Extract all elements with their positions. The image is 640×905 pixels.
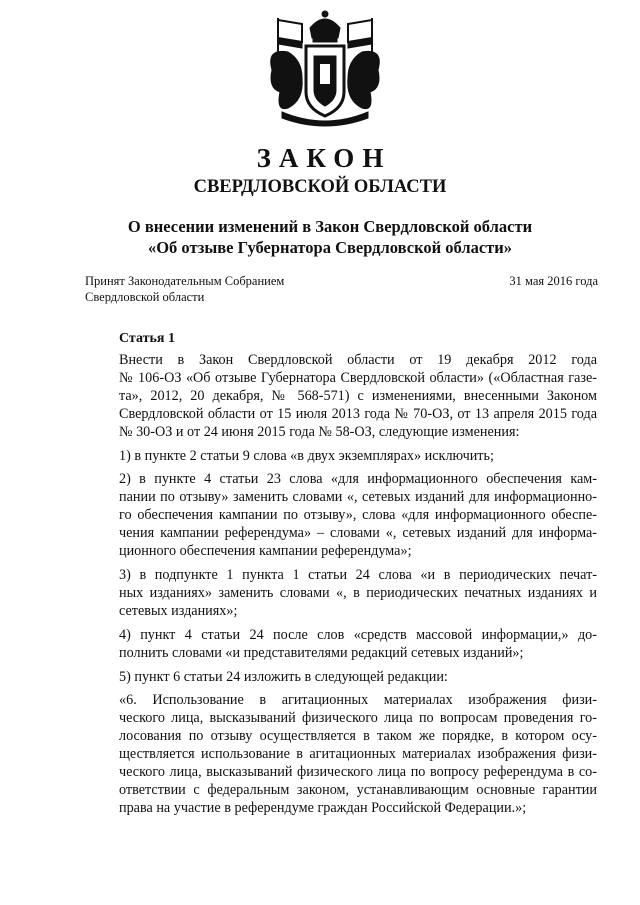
article-paragraph <box>84 669 597 687</box>
article-paragraph <box>84 567 597 621</box>
paragraph-line: ных изданиях» заменить словами «, в периодических печатных изданиях и <box>119 584 597 601</box>
paragraph-line: ционного обеспечения кампании референдума»; <box>119 543 412 560</box>
law-title <box>80 216 580 258</box>
article-paragraph <box>84 352 597 442</box>
paragraph-line: права на участие в референдуме граждан Российской Федерации.»; <box>119 799 527 816</box>
adoption-line: Принят Законодательным Собранием <box>85 274 285 288</box>
coat-of-arms-icon <box>258 8 392 128</box>
adoption-date: 31 мая 2016 года <box>509 274 598 288</box>
article-paragraph <box>84 627 597 663</box>
paragraph-line: ческого лица, высказываний физического лица по вопросам проведения го- <box>119 710 597 727</box>
article-paragraph <box>84 692 597 817</box>
paragraph-line: Внести в Закон Свердловской области от 19 декабря 2012 года <box>119 352 597 368</box>
paragraph-line: «6. Использование в агитационных материалах изображения физи- <box>119 692 597 709</box>
paragraph-line: чения кампании референдума» – словами «, сетевых изданий для информа- <box>119 525 597 542</box>
law-title-line: «Об отзыве Губернатора Свердловской области» <box>147 238 513 257</box>
paragraph-line: Свердловской области от 15 июля 2013 года № 70-ОЗ, от 13 апреля 2015 года <box>119 405 597 422</box>
region-heading: СВЕРДЛОВСКОЙ ОБЛАСТИ <box>193 177 447 197</box>
law-title-line: О внесении изменений в Закон Свердловской области <box>127 217 533 236</box>
paragraph-line: 5) пункт 6 статьи 24 изложить в следующей редакции: <box>119 668 448 685</box>
article-paragraph <box>84 448 597 466</box>
paragraph-line: № 106-ОЗ «Об отзыве Губернатора Свердловской области» («Областная газе- <box>119 369 597 386</box>
paragraph-line: 1) в пункте 2 статьи 9 слова «в двух экземплярах» исключить; <box>119 447 494 464</box>
paragraph-line: 2) в пункте 4 статьи 23 слова «для информационного обеспечения кам- <box>119 471 597 488</box>
paragraph-line: ществляется использование в агитационных материалах изображения физи- <box>119 746 597 763</box>
paragraph-line: го обеспечения кампании по отзыву», слова «для информационного обеспе- <box>119 507 597 524</box>
paragraph-line: пании по отзыву» заменить словами «, сетевых изданий для информационно- <box>119 489 597 506</box>
paragraph-line: ответствии с федеральным законом, устанавливающим основные гарантии <box>119 781 597 798</box>
paragraph-line: ческого лица, высказываний физического лица по вопросу референдума в со- <box>119 764 597 781</box>
article-heading: Статья 1 <box>119 331 175 346</box>
adoption-line: Свердловской области <box>85 290 205 304</box>
adoption-note <box>85 273 284 305</box>
paragraph-line: 4) пункт 4 статьи 24 после слов «средств массовой информации,» до- <box>119 626 597 643</box>
paragraph-line: лосования по отзыву осуществляется в таком же порядке, в котором осу- <box>119 728 597 745</box>
article-body <box>84 352 597 824</box>
paragraph-line: сетевых изданиях»; <box>119 602 238 619</box>
paragraph-line: № 30-ОЗ и от 24 июня 2015 года № 58-ОЗ, следующие изменения: <box>119 423 520 440</box>
paragraph-line: полнить словами «и представителями редакций сетевых изданий»; <box>119 644 524 661</box>
paragraph-line: та», 2012, 20 декабря, № 568-571) с изменениями, внесенными Законом <box>119 387 597 404</box>
paragraph-line: 3) в подпункте 1 пункта 1 статьи 24 слова «и в периодических печат- <box>119 566 597 583</box>
article-paragraph <box>84 471 597 561</box>
law-heading: ЗАКОН <box>256 143 392 173</box>
